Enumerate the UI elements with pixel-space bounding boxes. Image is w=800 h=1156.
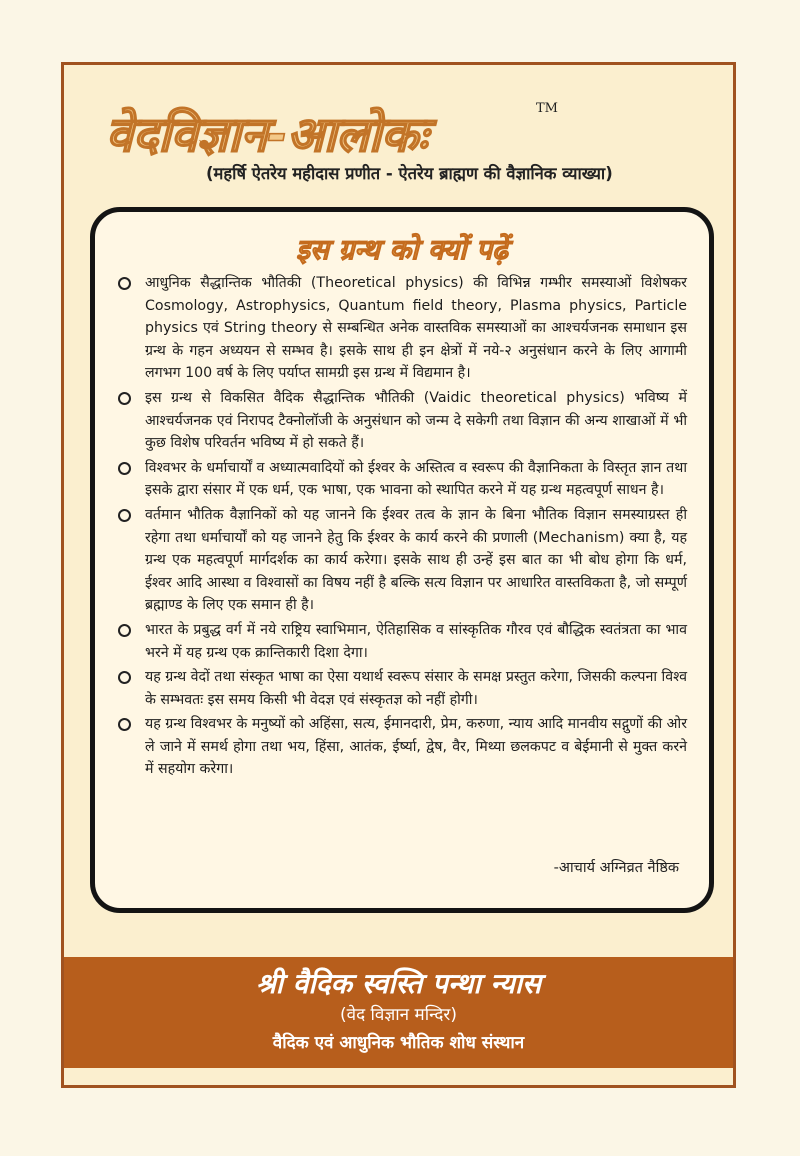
point-text: विश्वभर के धर्माचार्यों व अध्यात्मवादियों को ईश्वर के अस्तित्व व स्वरूप की वैज्ञानिकता के विस्तृत ज्ञान तथा इसके द्वारा संसार में एक धर्म, एक भाषा, एक भावना को स्थापित करने में यह ग्रन्थ महत्वपूर्ण साधन है। <box>145 459 687 499</box>
list-item <box>113 272 687 385</box>
point-text: आधुनिक सैद्धान्तिक भौतिकी (Theoretical physics) की विभिन्न गम्भीर समस्याओं विशेषकर Cosmology, Astrophysics, Quantum field theory, Plasma physics, Particle physics एवं String theory से सम्बन्धित अनेक वास्तविक समस्याओं का आश्चर्यजनक समाधान इस ग्रन्थ के गहन अध्ययन से सम्भव है। इसके साथ ही इन क्षेत्रों में नये-२ अनुसंधान करने के लिए आगामी लगभग 100 वर्ष के लिए पर्याप्त सामग्री इस ग्रन्थ में विद्यमान है। <box>145 275 687 382</box>
list-item <box>113 504 687 617</box>
publisher-banner <box>64 957 733 1068</box>
point-text: यह ग्रन्थ वेदों तथा संस्कृत भाषा का ऐसा यथार्थ स्वरूप संसार के समक्ष प्रस्तुत करेगा, जिसकी कल्पना विश्व के सम्भवतः इस समय किसी भी वेदज्ञ एवं संस्कृतज्ञ को नहीं होगी। <box>145 669 687 708</box>
title-block <box>106 101 706 181</box>
list-item <box>113 666 687 711</box>
trademark-mark: TM <box>536 101 558 116</box>
author-signature: -आचार्य अग्निव्रत नैष्ठिक <box>553 860 679 876</box>
points-list <box>113 272 687 783</box>
publisher-subtitle: (वेद विज्ञान मन्दिर) <box>340 1005 457 1025</box>
publisher-name: श्री वैदिक स्वस्ति पन्था न्यास <box>255 967 542 1000</box>
publisher-description: वैदिक एवं आधुनिक भौतिक शोध संस्थान <box>272 1033 525 1053</box>
list-item <box>113 457 687 502</box>
circle-bullet-icon <box>118 671 131 684</box>
circle-bullet-icon <box>118 462 131 475</box>
list-item <box>113 619 687 664</box>
circle-bullet-icon <box>118 392 131 405</box>
point-text: भारत के प्रबुद्ध वर्ग में नये राष्ट्रिय स्वाभिमान, ऐतिहासिक व सांस्कृतिक गौरव एवं बौद्धिक स्वतंत्रता का भाव भरने में यह ग्रन्थ एक क्रान्तिकारी दिशा देगा। <box>145 621 687 661</box>
panel-heading: इस ग्रन्थ को क्यों पढ़ें <box>296 233 508 266</box>
book-cover <box>61 62 736 1088</box>
why-read-panel <box>90 207 714 913</box>
circle-bullet-icon <box>118 509 131 522</box>
circle-bullet-icon <box>118 718 131 731</box>
book-title: वेदविज्ञान-आलोकः <box>106 107 428 163</box>
point-text: यह ग्रन्थ विश्वभर के मनुष्यों को अहिंसा, सत्य, ईमानदारी, प्रेम, करुणा, न्याय आदि मानवीय सद्गुणों की ओर ले जाने में समर्थ होगा तथा भय, हिंसा, आतंक, ईर्ष्या, द्वेष, वैर, मिथ्या छलकपट व बेईमानी से मुक्त करने में सहयोग करेगा। <box>145 716 687 778</box>
point-text: इस ग्रन्थ से विकसित वैदिक सैद्धान्तिक भौतिकी (Vaidic theoretical physics) भविष्य में आश्चर्यजनक एवं निरापद टैक्नोलॉजी के अनुसंधान को जन्म दे सकेगी तथा विज्ञान की अन्य शाखाओं में भी कुछ विशेष परिवर्तन भविष्य में हो सकते हैं। <box>145 389 687 452</box>
list-item <box>113 387 687 455</box>
list-item <box>113 713 687 781</box>
point-text: वर्तमान भौतिक वैज्ञानिकों को यह जानने कि ईश्वर तत्व के ज्ञान के बिना भौतिक विज्ञान समस्याग्रस्त ही रहेगा तथा धर्माचार्यों को यह जानने हेतु कि ईश्वर के कार्य करने की प्रणाली (Mechanism) क्या है, यह ग्रन्थ एक महत्वपूर्ण मार्गदर्शक का कार्य करेगा। इसके साथ ही उन्हें इस बात का भी बोध होगा कि धर्म, ईश्वर आदि आस्था व विश्वासों का विषय नहीं है बल्कि सत्य विज्ञान पर आधारित वास्तविकता है, जो सम्पूर्ण ब्रह्माण्ड के लिए एक समान ही है। <box>145 506 687 614</box>
circle-bullet-icon <box>118 624 131 637</box>
book-subtitle: (महर्षि ऐतरेय महीदास प्रणीत - ऐतरेय ब्राह्मण की वैज्ञानिक व्याख्या) <box>206 164 613 183</box>
circle-bullet-icon <box>118 277 131 290</box>
